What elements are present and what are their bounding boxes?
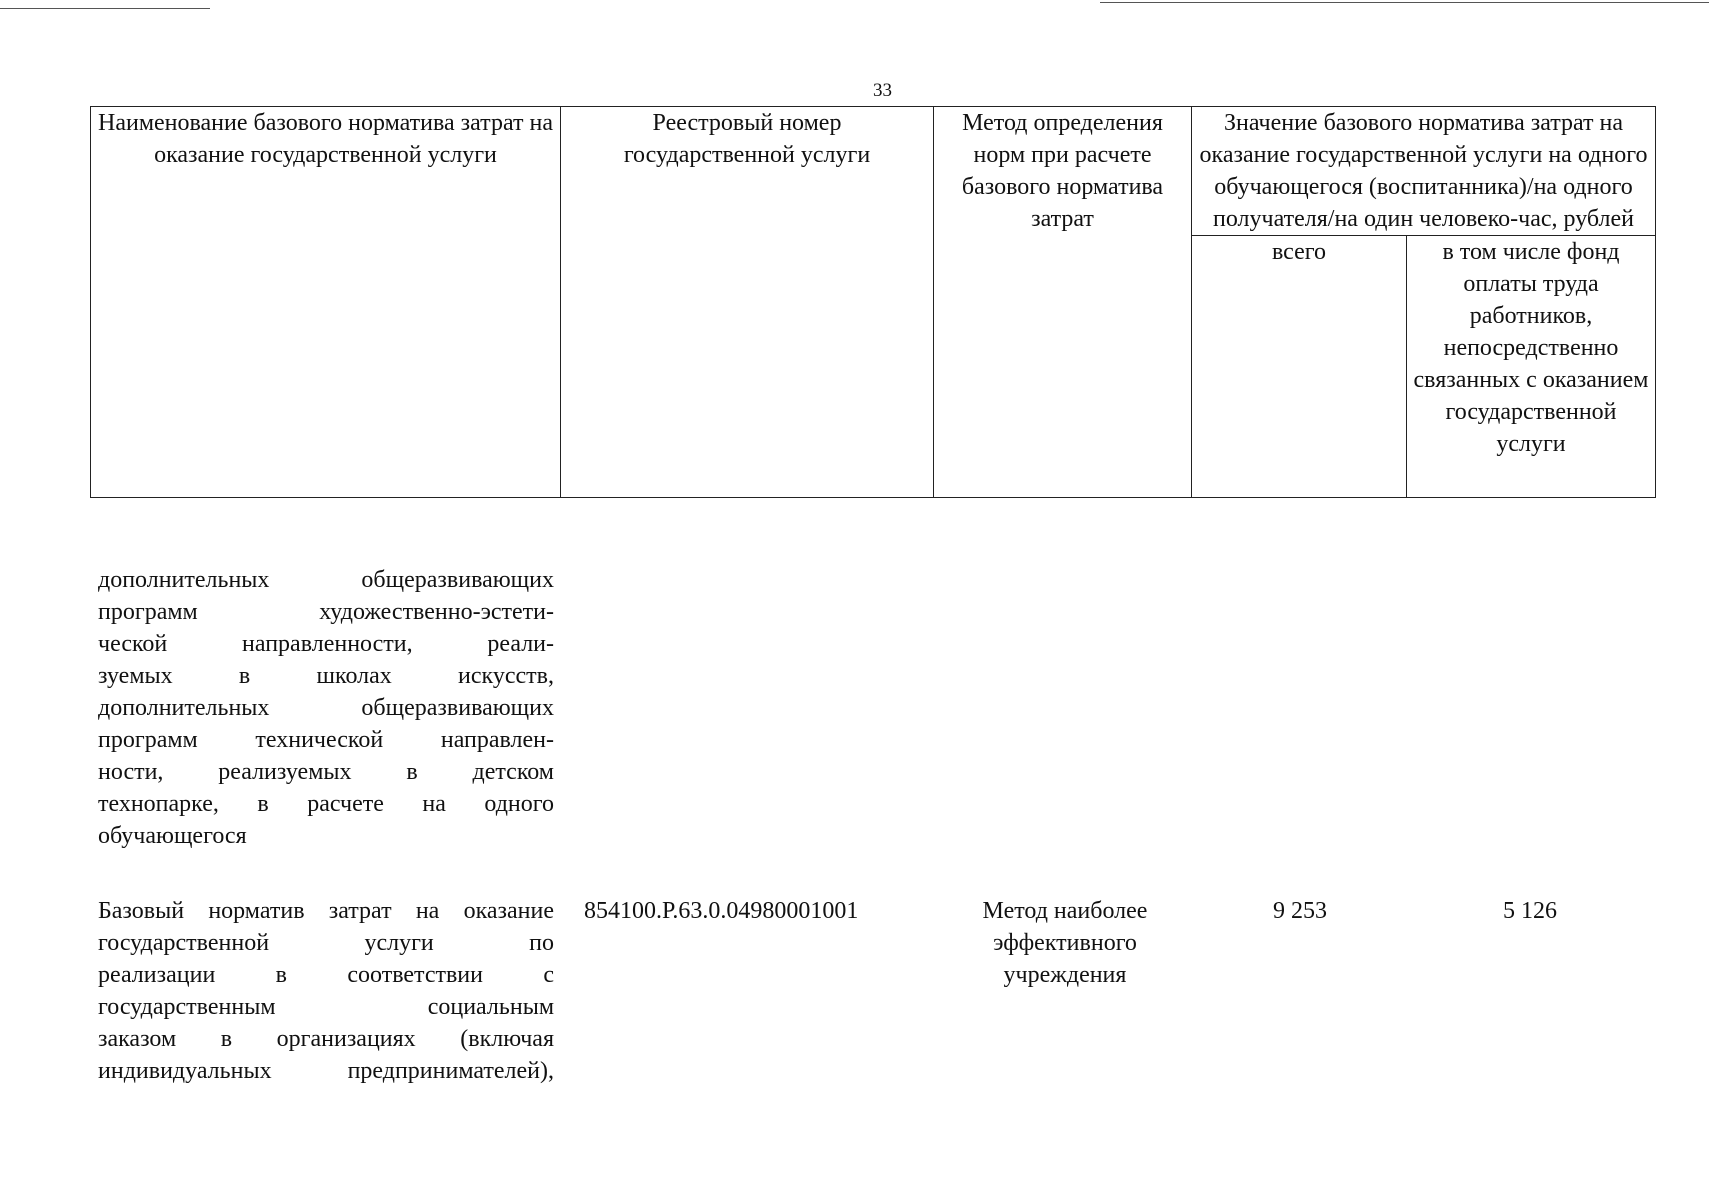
text-line: заказом в организациях (включая [98, 1026, 554, 1052]
payroll-value: 5 126 [1503, 898, 1557, 924]
header-cell-name: Наименование базового норматива затрат на оказание государственной услуги [91, 107, 561, 498]
method-cell: Метод наиболее эффективного учреждения [982, 898, 1148, 988]
text-line: ности, реализуемых в детском [98, 759, 554, 785]
text-line: программ художественно-эстети- [98, 599, 554, 625]
header-cell-payroll: в том числе фонд оплаты труда работников, непосредственно связанных с оказанием государственной услуги [1407, 236, 1656, 498]
header-cell-method: Метод определения норм при расчете базового норматива затрат [934, 107, 1192, 498]
text-line: государственным социальным [98, 994, 554, 1020]
registry-number: 854100.Р.63.0.04980001001 [584, 898, 859, 924]
page-number: 33 [873, 80, 892, 101]
total-value: 9 253 [1273, 898, 1327, 924]
text-line: дополнительных общеразвивающих [98, 695, 554, 721]
scan-artifact-line [0, 8, 210, 9]
text-line: зуемых в школах искусств, [98, 663, 554, 689]
table-header [90, 106, 1656, 498]
row-name-cell [98, 895, 554, 1087]
continuation-text [98, 564, 554, 852]
text-line: дополнительных общеразвивающих [98, 567, 554, 593]
text-line: реализации в соответствии с [98, 962, 554, 988]
text-line: технопарке, в расчете на одного [98, 791, 554, 817]
text-line: индивидуальных предпринимателей), [98, 1058, 554, 1084]
text-line: государственной услуги по [98, 930, 554, 956]
text-line: программ технической направлен- [98, 727, 554, 753]
text-line: Базовый норматив затрат на оказание [98, 898, 554, 924]
header-cell-total: всего [1192, 236, 1407, 498]
scan-artifact-line [1100, 2, 1709, 3]
header-cell-value: Значение базового норматива затрат на оказание государственной услуги на одного обучающегося (воспитанника)/на одного получателя/на один человеко-час, рублей [1192, 107, 1656, 236]
text-line: обучающегося [98, 823, 247, 849]
text-line: ческой направленности, реали- [98, 631, 554, 657]
header-cell-registry: Реестровый номер государственной услуги [561, 107, 934, 498]
